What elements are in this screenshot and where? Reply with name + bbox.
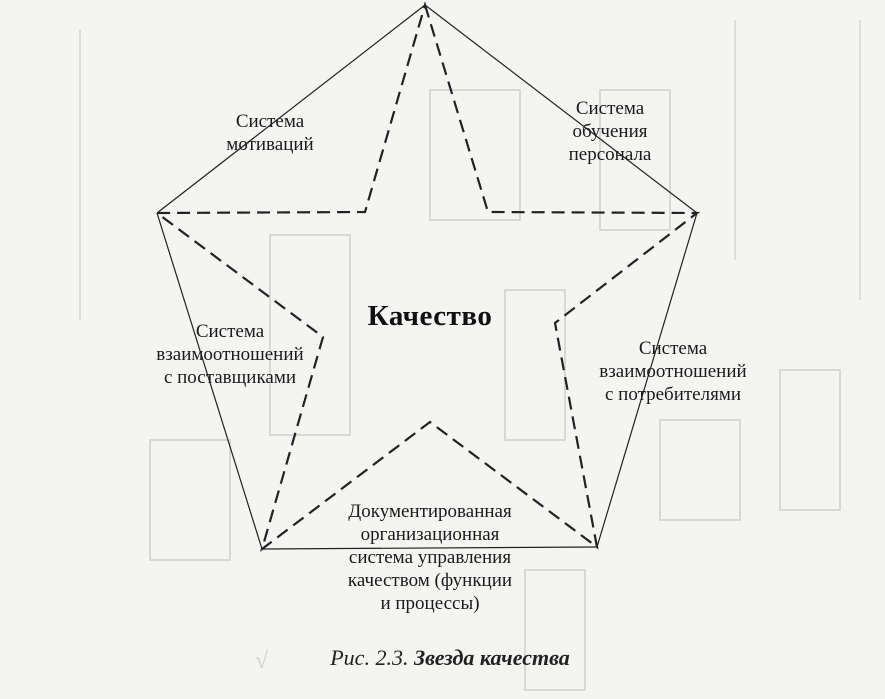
- dashed-star: [157, 5, 697, 549]
- node-customers-line-1: Система: [638, 338, 708, 359]
- pentagon-edge-top-left: [157, 5, 425, 213]
- figure-title: Звезда качества: [413, 645, 570, 670]
- node-training-line-2: обучения: [572, 121, 648, 142]
- node-customers-line-3: с потребителями: [604, 384, 742, 405]
- node-personnel-training-system: [540, 97, 680, 166]
- figure-caption: [250, 645, 650, 671]
- node-qms-line-2: организационная: [360, 524, 500, 545]
- node-motivation-line-2: мотиваций: [226, 134, 314, 155]
- figure-number: Рис. 2.3.: [330, 645, 409, 670]
- node-motivation-system: [195, 110, 345, 156]
- node-customers-line-2: взаимоотношений: [599, 361, 747, 382]
- node-supplier-relations-system: [145, 320, 315, 389]
- node-documented-qms: [315, 500, 545, 615]
- center-label-quality: Качество: [367, 300, 493, 332]
- node-qms-line-4: качеством (функции: [347, 570, 513, 591]
- node-customer-relations-system: [578, 337, 768, 406]
- node-qms-line-5: и процессы): [380, 593, 480, 614]
- node-training-line-1: Система: [575, 98, 645, 119]
- node-suppliers-line-3: с поставщиками: [163, 367, 297, 388]
- pencil-check-mark-icon: √: [255, 648, 269, 674]
- node-training-line-3: персонала: [568, 144, 652, 165]
- node-motivation-line-1: Система: [235, 111, 305, 132]
- node-suppliers-line-1: Система: [195, 321, 265, 342]
- node-qms-line-1: Документированная: [348, 501, 512, 522]
- node-suppliers-line-2: взаимоотношений: [156, 344, 304, 365]
- node-qms-line-3: система управления: [348, 547, 512, 568]
